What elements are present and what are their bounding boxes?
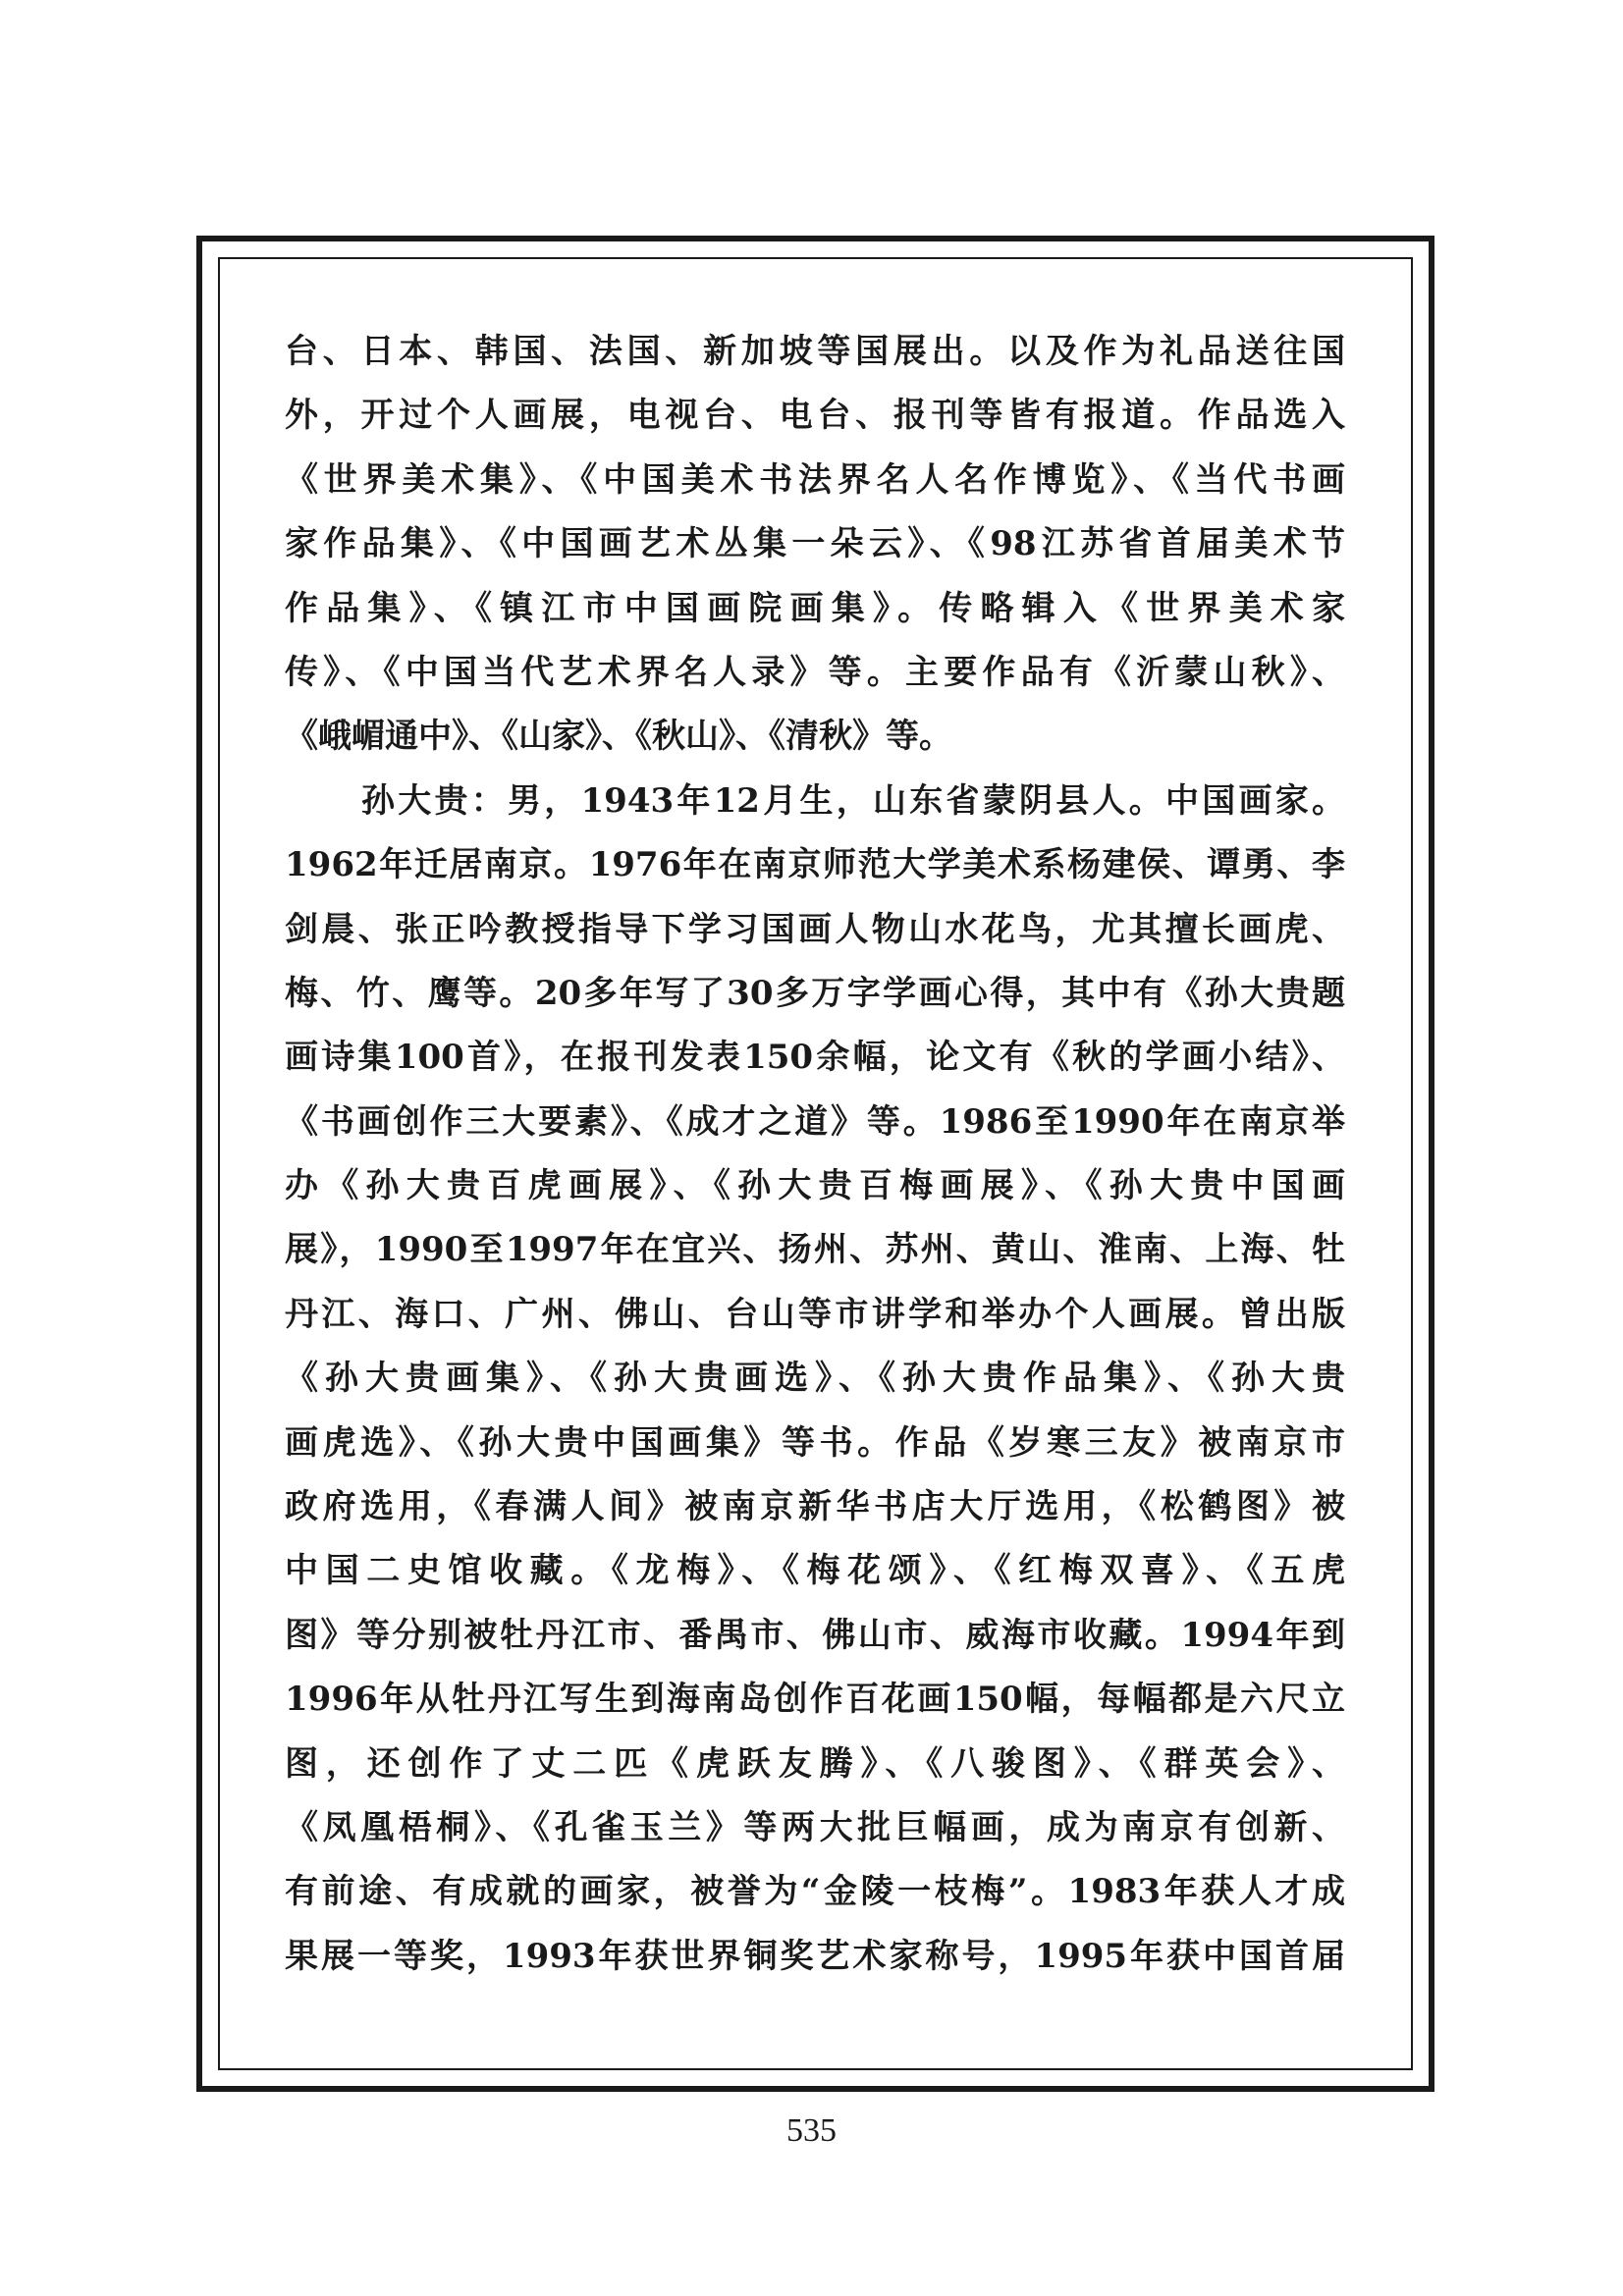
text-line: 剑晨、张正吟教授指导下学习国画人物山水花鸟，尤其擅长画虎、 (285, 909, 1345, 949)
text-line: 果展一等奖，1993年获世界铜奖艺术家称号，1995年获中国首届 (285, 1936, 1345, 1976)
text-line: 《孙大贵画集》、《孙大贵画选》、《孙大贵作品集》、《孙大贵 (285, 1359, 1345, 1399)
text-line: 画诗集100首》，在报刊发表150余幅，论文有《秋的学画小结》、 (285, 1038, 1345, 1078)
text-line: 1962年迁居南京。1976年在南京师范大学美术系杨建侯、谭勇、李 (285, 845, 1345, 885)
text-line: 《凤凰梧桐》、《孔雀玉兰》等两大批巨幅画，成为南京有创新、 (285, 1807, 1345, 1847)
text-line: 作品集》、《镇江市中国画院画集》。传略辑入《世界美术家 (285, 588, 1345, 628)
text-line: 外，开过个人画展，电视台、电台、报刊等皆有报道。作品选入 (285, 396, 1345, 436)
paragraph-start-line: 孙大贵：男，1943年12月生，山东省蒙阴县人。中国画家。 (361, 780, 1345, 821)
text-line: 《书画创作三大要素》、《成才之道》等。1986至1990年在南京举 (285, 1101, 1345, 1142)
text-line: 政府选用，《春满人间》被南京新华书店大厅选用，《松鹤图》被 (285, 1487, 1345, 1527)
text-line: 《峨嵋通中》、《山家》、《秋山》、《清秋》等。 (285, 717, 952, 757)
text-line: 1996年从牡丹江写生到海南岛创作百花画150幅，每幅都是六尺立 (285, 1680, 1345, 1720)
text-line: 图》等分别被牡丹江市、番禺市、佛山市、威海市收藏。1994年到 (285, 1615, 1345, 1655)
text-line: 梅、竹、鹰等。20多年写了30多万字学画心得，其中有《孙大贵题 (285, 973, 1345, 1013)
text-line: 展》，1990至1997年在宜兴、扬州、苏州、黄山、淮南、上海、牡 (285, 1230, 1345, 1270)
text-line: 中国二史馆收藏。《龙梅》、《梅花颂》、《红梅双喜》、《五虎 (285, 1551, 1345, 1591)
text-line: 台、日本、韩国、法国、新加坡等国展出。以及作为礼品送往国 (285, 332, 1345, 371)
text-line: 《世界美术集》、《中国美术书法界名人名作博览》、《当代书画 (285, 459, 1345, 500)
text-line: 家作品集》、《中国画艺术丛集一朵云》、《98江苏省首届美术节 (285, 524, 1345, 564)
body-text (285, 320, 1345, 1989)
text-line: 图，还创作了丈二匹《虎跃友腾》、《八骏图》、《群英会》、 (285, 1743, 1345, 1784)
page-number: 535 (786, 2112, 837, 2149)
text-line: 有前途、有成就的画家，被誉为“金陵一枝梅”。1983年获人才成 (285, 1872, 1345, 1912)
text-line: 传》、《中国当代艺术界名人录》等。主要作品有《沂蒙山秋》、 (285, 652, 1345, 692)
text-line: 丹江、海口、广州、佛山、台山等市讲学和举办个人画展。曾出版 (285, 1294, 1345, 1334)
text-line: 办《孙大贵百虎画展》、《孙大贵百梅画展》、《孙大贵中国画 (285, 1166, 1345, 1206)
text-line: 画虎选》、《孙大贵中国画集》等书。作品《岁寒三友》被南京市 (285, 1422, 1345, 1463)
